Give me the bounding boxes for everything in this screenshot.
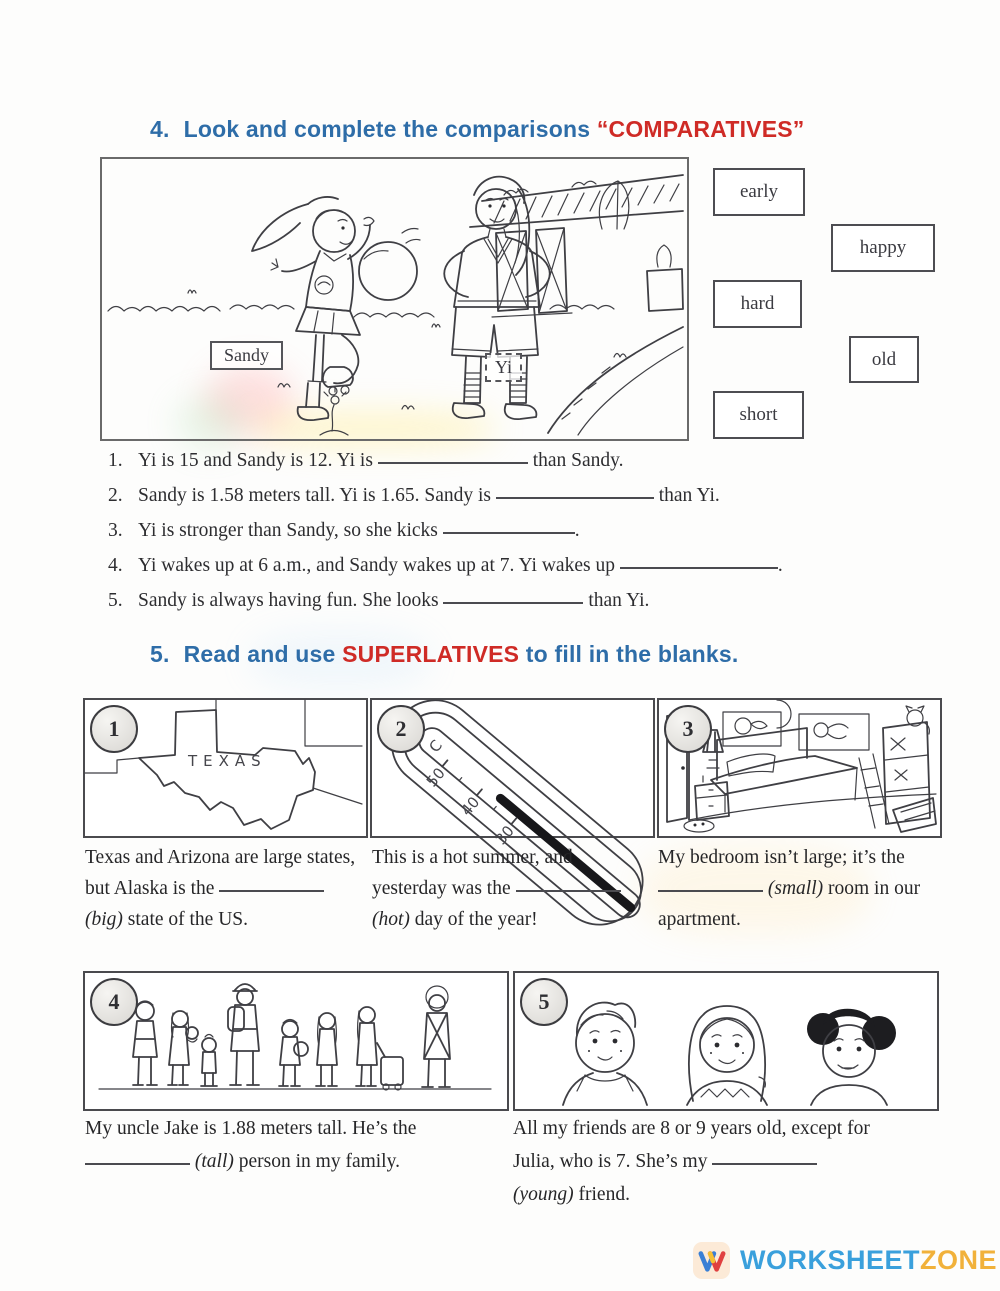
caption-text: My uncle Jake is 1.88 meters tall. He’s the <box>85 1118 417 1139</box>
question-2 <box>108 485 720 507</box>
exercise1-picture <box>83 698 368 838</box>
comparatives-picture <box>100 157 689 441</box>
thermometer-tick: 50 <box>422 764 449 791</box>
caption-hint: (big) <box>85 909 123 930</box>
answer-blank[interactable] <box>443 532 575 534</box>
caption-hint: (hot) <box>372 909 410 930</box>
brand-secondary: ZONE <box>920 1245 998 1275</box>
answer-blank[interactable] <box>712 1163 817 1165</box>
exercise4-picture <box>83 971 509 1111</box>
label-yi: Yi <box>485 353 522 382</box>
word-option-happy[interactable]: happy <box>831 224 935 272</box>
answer-blank[interactable] <box>496 497 654 499</box>
word-option-early[interactable]: early <box>713 168 805 216</box>
section5-title-post: to fill in the blanks. <box>525 641 739 667</box>
exercise-number-badge: 4 <box>90 978 138 1026</box>
question-3 <box>108 520 580 542</box>
brand-primary: WORKSHEET <box>740 1245 920 1275</box>
exercise2-caption <box>372 842 644 935</box>
exercise-number-badge: 3 <box>664 705 712 753</box>
answer-blank[interactable] <box>620 567 778 569</box>
thermometer-unit: C <box>425 736 446 757</box>
question-number: 1. <box>108 450 123 471</box>
friends-drawing <box>515 973 933 1105</box>
worksheetzone-logo[interactable] <box>693 1242 997 1279</box>
exercise3-picture <box>657 698 942 838</box>
caption-text: All my friends are 8 or 9 years old, except for Julia, who is 7. She’s my <box>513 1118 870 1172</box>
exercise2-picture <box>370 698 655 849</box>
answer-blank[interactable] <box>516 890 621 892</box>
question-text: than Sandy. <box>532 450 624 471</box>
caption-text: Texas and Arizona are large states, but Alaska is the <box>85 847 356 899</box>
caption-text: My bedroom isn’t large; it’s the <box>658 847 905 868</box>
section5-highlight: SUPERLATIVES <box>342 641 520 667</box>
sandy-yi-scene-drawing <box>102 159 683 435</box>
exercise-number-badge: 5 <box>520 978 568 1026</box>
question-number: 5. <box>108 590 123 611</box>
caption-text: day of the year! <box>414 909 538 930</box>
exercise1-caption <box>85 842 357 935</box>
family-drawing <box>85 973 503 1105</box>
word-option-old[interactable]: old <box>849 336 919 383</box>
question-4 <box>108 555 783 577</box>
thermometer-tick: 40 <box>457 793 484 820</box>
answer-blank[interactable] <box>443 602 583 604</box>
caption-text: state of the US. <box>127 909 249 930</box>
question-number: 3. <box>108 520 123 541</box>
caption-text: room in our apartment. <box>658 878 921 930</box>
thermometer-tick: 30 <box>491 822 518 849</box>
section5-heading <box>150 641 739 668</box>
question-text: Yi is 15 and Sandy is 12. Yi is <box>138 450 373 471</box>
question-text: Sandy is 1.58 meters tall. Yi is 1.65. Sandy is <box>138 485 491 506</box>
question-5 <box>108 590 649 612</box>
caption-hint: (tall) <box>194 1151 234 1172</box>
caption-text: person in my family. <box>238 1151 400 1172</box>
question-text: Yi is stronger than Sandy, so she kicks <box>138 520 438 541</box>
exercise5-caption <box>513 1112 875 1211</box>
answer-blank[interactable] <box>85 1163 190 1165</box>
caption-hint: (small) <box>767 878 824 899</box>
section4-highlight: “COMPARATIVES” <box>596 116 805 142</box>
exercise4-caption <box>85 1112 417 1178</box>
word-option-short[interactable]: short <box>713 391 804 439</box>
answer-blank[interactable] <box>219 890 324 892</box>
exercise-number-badge: 1 <box>90 705 138 753</box>
question-number: 4. <box>108 555 123 576</box>
question-text: Yi wakes up at 6 a.m., and Sandy wakes up at 7. Yi wakes up <box>138 555 615 576</box>
label-sandy: Sandy <box>210 341 283 370</box>
question-text: . <box>574 520 580 541</box>
question-number: 2. <box>108 485 123 506</box>
question-text: . <box>777 555 783 576</box>
answer-blank[interactable] <box>658 890 763 892</box>
brand-text <box>740 1245 997 1276</box>
question-text: than Yi. <box>658 485 720 506</box>
answer-blank[interactable] <box>378 462 528 464</box>
section4-heading <box>150 116 805 143</box>
caption-hint: (young) <box>513 1184 574 1205</box>
section4-number: 4. <box>150 116 170 142</box>
section5-number: 5. <box>150 641 170 667</box>
caption-text: This is a hot summer, and yesterday was the <box>372 847 573 899</box>
question-1 <box>108 450 624 472</box>
caption-text: friend. <box>578 1184 630 1205</box>
question-text: Sandy is always having fun. She looks <box>138 590 439 611</box>
worksheetzone-w-icon <box>693 1242 730 1279</box>
word-option-hard[interactable]: hard <box>713 280 802 328</box>
section5-title-pre: Read and use <box>183 641 336 667</box>
exercise-number-badge: 2 <box>377 705 425 753</box>
texas-label: TEXAS <box>188 752 267 770</box>
section4-title: Look and complete the comparisons <box>183 116 591 142</box>
exercise5-picture <box>513 971 939 1111</box>
exercise3-caption <box>658 842 934 935</box>
question-text: than Yi. <box>588 590 650 611</box>
